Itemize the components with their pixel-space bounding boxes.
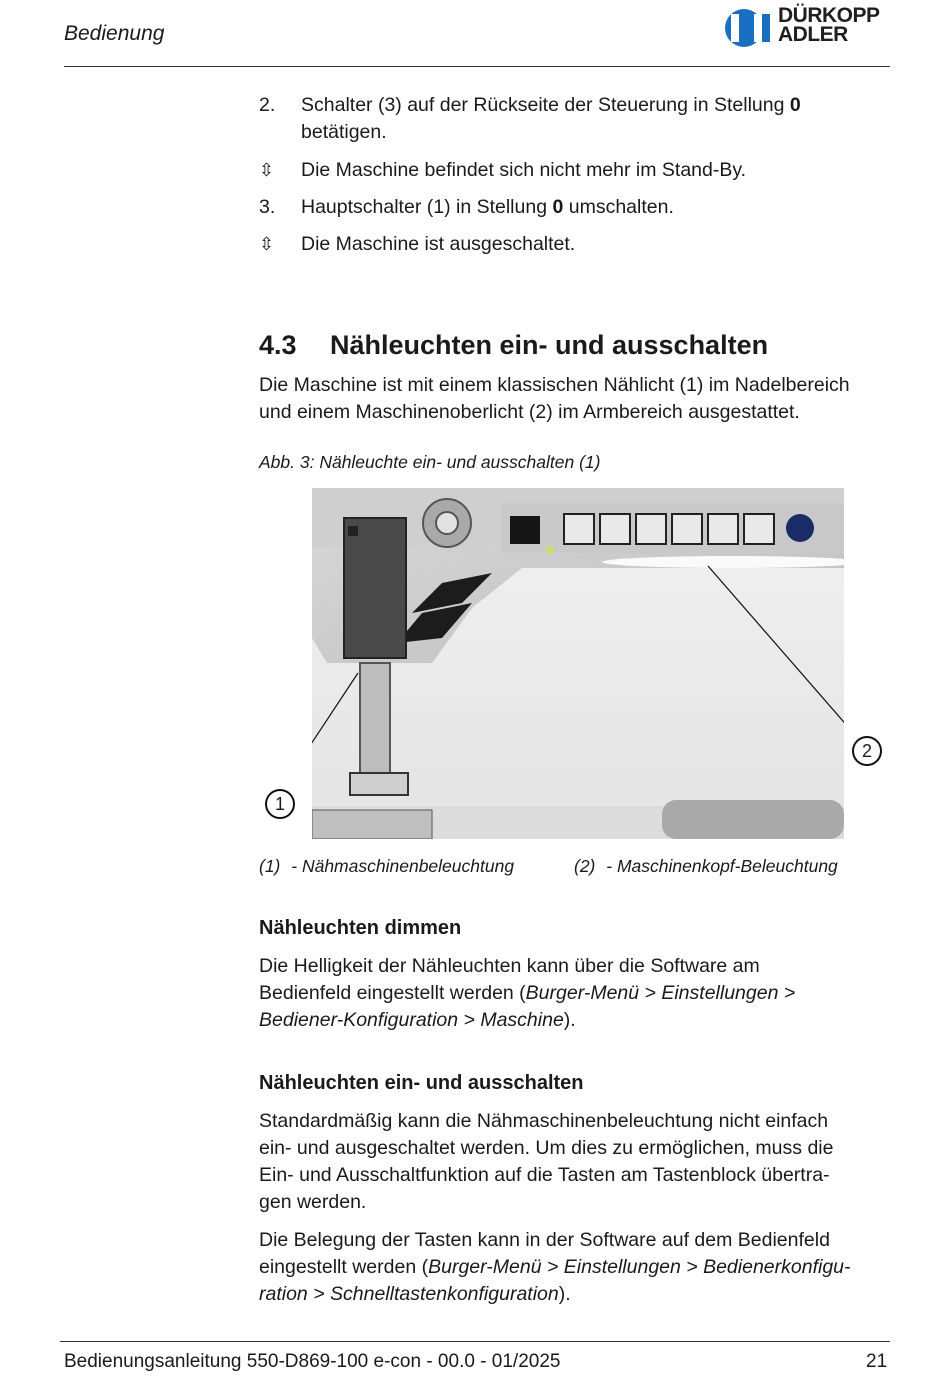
- step-text: Schalter (3) auf der Rückseite der Steuerung in Stellung: [301, 94, 790, 116]
- step-result-text: Die Maschine ist ausgeschaltet.: [301, 233, 576, 255]
- result-arrow-icon: ⇳: [259, 160, 275, 180]
- legend-2: [574, 856, 838, 877]
- header-divider: [64, 66, 890, 67]
- logo-mark-icon: [724, 6, 776, 50]
- subheading-schalten: Nähleuchten ein- und ausschalten: [259, 1072, 584, 1094]
- sewing-machine-photo: [312, 488, 844, 839]
- footer-divider: [60, 1341, 890, 1342]
- callout-2: 2: [852, 736, 882, 766]
- paragraph-schalten-2: Die Belegung der Tasten kann in der Software auf dem Bedienfeld eingestellt werden (Burger-Menü > Einstellungen > Bedienerkonfigu- ration > Schnelltastenkonfiguration).: [259, 1229, 851, 1305]
- section-title: Nähleuchten ein- und ausschalten: [330, 330, 769, 360]
- step-text: Hauptschalter (1) in Stellung: [301, 196, 553, 218]
- step-bold-value: 0: [552, 196, 564, 218]
- callout-1: 1: [265, 789, 295, 819]
- paragraph-schalten-1: Standardmäßig kann die Nähmaschinenbeleuchtung nicht einfach ein- und ausgeschaltet werden. Um dies zu ermöglichen, muss die Ein- und Ausschaltfunktion auf die Tasten am Tastenblock übertra- gen werden.: [259, 1110, 834, 1213]
- page-number: 21: [866, 1351, 888, 1372]
- legend-1: [259, 856, 514, 877]
- logo-text-line2: ADLER: [778, 23, 848, 46]
- subheading-dimmen: Nähleuchten dimmen: [259, 917, 462, 939]
- step-number: 2.: [259, 94, 276, 116]
- step-bold-value: 0: [789, 94, 801, 116]
- legend-2-text: - Maschinenkopf-Beleuchtung: [606, 856, 838, 876]
- figure-caption: Abb. 3: Nähleuchte ein- und ausschalten (1): [259, 452, 601, 472]
- header-section-title: Bedienung: [64, 22, 165, 45]
- logo-text-line1: DÜRKOPP: [778, 4, 880, 27]
- section-number: 4.3: [259, 330, 297, 360]
- durkopp-adler-logo: [724, 6, 894, 50]
- legend-1-text: - Nähmaschinenbeleuchtung: [291, 856, 515, 876]
- legend-2-number: (2): [574, 856, 596, 876]
- step-result-text: Die Maschine befindet sich nicht mehr im Stand-By.: [301, 159, 747, 181]
- step-text-line2: betätigen.: [301, 121, 387, 143]
- step-number: 3.: [259, 196, 276, 218]
- result-arrow-icon: ⇳: [259, 234, 275, 254]
- paragraph-dimmen: Die Helligkeit der Nähleuchten kann über die Software am Bedienfeld eingestellt werden (Burger-Menü > Einstellungen > Bediener-Konfiguration > Maschine).: [259, 955, 796, 1031]
- section-intro: Die Maschine ist mit einem klassischen Nählicht (1) im Nadelbereich und einem Maschinenoberlicht (2) im Armbereich ausgestattet.: [259, 374, 850, 423]
- footer-document-id: Bedienungsanleitung 550-D869-100 e-con - 00.0 - 01/2025: [64, 1351, 561, 1372]
- legend-1-number: (1): [259, 856, 281, 876]
